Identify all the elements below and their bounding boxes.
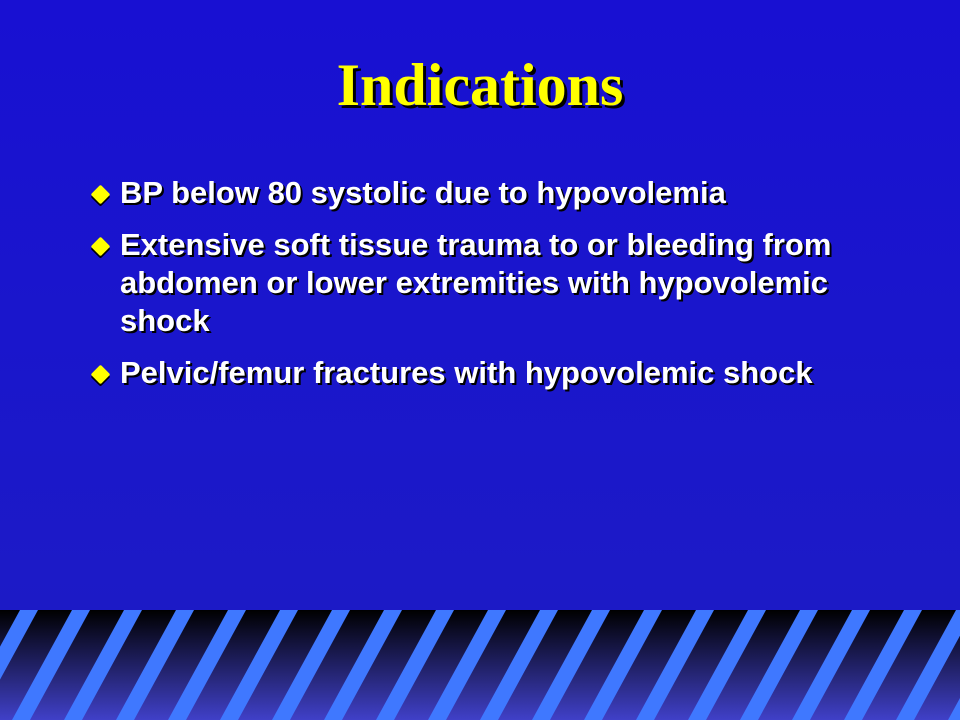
slide-title: Indications [336, 52, 624, 118]
bullet-list [92, 174, 892, 406]
bullet-item [92, 354, 892, 392]
diamond-bullet-icon [91, 237, 111, 257]
bullet-text: Extensive soft tissue trauma to or bleeding from abdomen or lower extremities with hypovolemic shock [120, 227, 832, 338]
diamond-bullet-icon [91, 365, 111, 385]
bullet-item [92, 226, 892, 340]
bullet-text: Pelvic/femur fractures with hypovolemic shock [120, 355, 813, 390]
diamond-bullet-icon [91, 185, 111, 205]
bullet-text: BP below 80 systolic due to hypovolemia [120, 175, 726, 210]
bullet-item [92, 174, 892, 212]
decorative-stripe-band [0, 610, 960, 720]
